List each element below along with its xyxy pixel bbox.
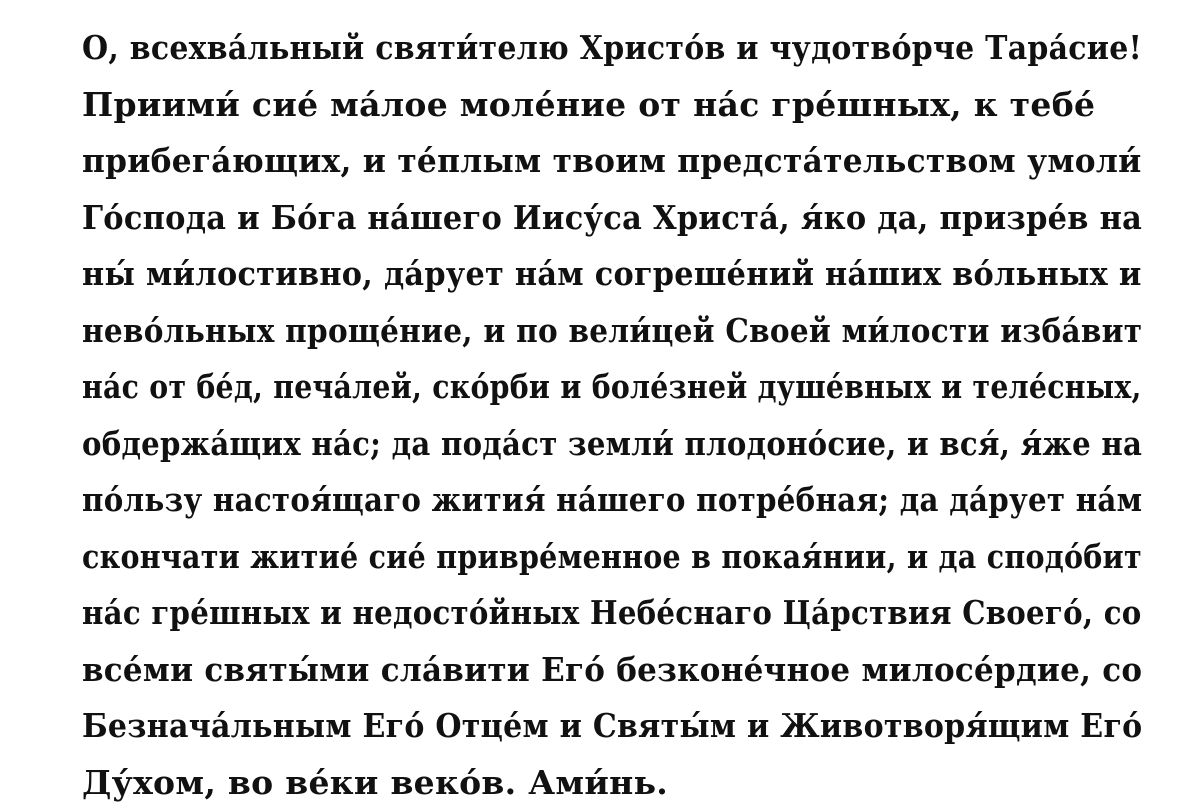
prayer-line-13: Безнача́льным Его́ Отце́м и Святы́м и Животворя́щим Его́ [82,698,1046,755]
prayer-line-8: обдержа́щих на́с; да пода́ст земли́ плодоно́сие, и вся́, я́же на [82,416,1019,473]
prayer-line-3: прибега́ющих, и те́плым твоим предста́тельством умоли́ [82,133,1084,190]
prayer-line-10: скончати житие́ сие́ привре́менное в покая́нии, и да сподо́бит [82,529,998,586]
prayer-line-4: Го́спода и Бо́га на́шего Иису́са Христа́, я́ко да, призре́в на [82,190,1059,247]
prayer-line-12: все́ми святы́ми сла́вити Его́ безконе́чное милосе́рдие, со [82,642,1076,699]
prayer-line-1: О, всехва́льный святи́телю Христо́в и чудотво́рче Тара́сие! [82,20,1044,77]
prayer-line-7: на́с от бе́д, печа́лей, ско́рби и боле́зней душе́вных и теле́сных, [82,359,993,416]
prayer-line-14: Ду́хом, во ве́ки веко́в. Ами́нь. [82,755,1142,811]
prayer-text [82,20,1142,811]
prayer-line-5: ны́ ми́лостивно, да́рует на́м согреше́ний на́ших во́льных и [82,246,1056,303]
prayer-line-11: на́с гре́шных и недосто́йных Небе́снаго Ца́рствия Своего́, со [82,585,1021,642]
prayer-line-9: по́льзу настоя́щаго жития́ на́шего потре́бная; да да́рует на́м [82,472,1022,529]
prayer-line-2: Приими́ сие́ ма́лое моле́ние от на́с гре́шных, к тебе́ [82,77,1142,134]
prayer-line-6: нево́льных проще́ние, и по вели́цей Своей ми́лости изба́вит [82,303,1030,360]
